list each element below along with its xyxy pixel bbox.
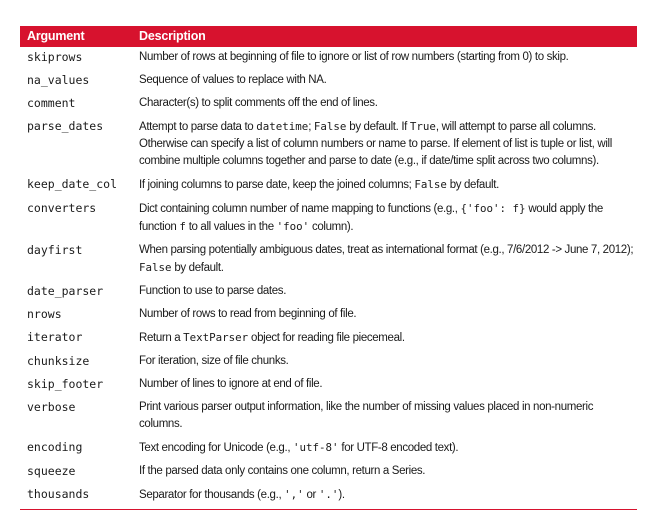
argument-cell: squeeze	[27, 464, 76, 478]
description-cell	[132, 374, 637, 397]
description-text: Sequence of values to replace with NA.	[139, 74, 327, 86]
description-text: to all values in the	[185, 221, 277, 233]
description-cell	[132, 47, 637, 70]
description-text: Number of rows at beginning of file to ignore or list of row numbers (starting from 0) to skip.	[139, 51, 569, 63]
table-row	[20, 93, 637, 116]
table-row	[20, 374, 637, 397]
description-text: ;	[308, 121, 314, 133]
description-cell	[132, 174, 637, 198]
description-text: Return a	[139, 332, 184, 344]
description-cell	[132, 397, 637, 437]
inline-code: False	[139, 261, 172, 274]
description-text: Attempt to parse data to	[139, 121, 257, 133]
inline-code: f	[179, 220, 186, 233]
description-text: Number of lines to ignore at end of file.	[139, 378, 323, 390]
description-cell	[132, 116, 637, 174]
table-row	[20, 351, 637, 374]
argument-cell: verbose	[27, 400, 76, 414]
description-text: Character(s) to split comments off the end of lines.	[139, 97, 378, 109]
argument-cell: skip_footer	[27, 377, 104, 391]
description-cell	[132, 198, 637, 240]
table-row	[20, 327, 637, 351]
inline-code: TextParser	[183, 331, 249, 344]
inline-code: {'foo': f}	[460, 202, 526, 215]
table-body	[20, 47, 637, 508]
argument-cell: comment	[27, 96, 76, 110]
inline-code: 'foo'	[276, 220, 310, 233]
table-row	[20, 281, 637, 304]
description-text: Function to use to parse dates.	[139, 285, 287, 297]
argument-cell: nrows	[27, 307, 62, 321]
header-row	[20, 26, 637, 47]
description-text: Separator for thousands (e.g.,	[139, 489, 285, 501]
argument-cell: parse_dates	[27, 119, 104, 133]
description-text: would apply the function	[139, 203, 603, 233]
argument-cell: skiprows	[27, 50, 83, 64]
description-text: column).	[309, 221, 354, 233]
argument-cell: chunksize	[27, 354, 90, 368]
description-text: Dict containing column number of name mapping to functions (e.g.,	[139, 203, 461, 215]
inline-code: 'utf-8'	[293, 441, 339, 454]
inline-code: False	[414, 178, 447, 191]
description-text: for UTF-8 encoded text).	[338, 442, 459, 454]
inline-code: True	[409, 120, 436, 133]
inline-code: '.'	[318, 488, 339, 501]
description-text: Text encoding for Unicode (e.g.,	[139, 442, 294, 454]
description-text: object for reading file piecemeal.	[248, 332, 405, 344]
argument-cell: thousands	[27, 487, 90, 501]
inline-code: False	[313, 120, 347, 133]
description-text: , will attempt to parse all columns. Otherwise can specify a list of column numbers or name to parse. If element of list is tuple or list, will combine multiple columns together and parse to date (e.g., if date/time split across two columns).	[139, 121, 612, 167]
description-text: by default.	[171, 262, 224, 274]
column-header-description: Description	[132, 26, 637, 47]
table-row	[20, 198, 637, 240]
table-row	[20, 70, 637, 93]
description-cell	[132, 281, 637, 304]
argument-cell: date_parser	[27, 284, 104, 298]
description-text: or	[303, 489, 319, 501]
description-cell	[132, 461, 637, 484]
inline-code: datetime	[256, 120, 309, 133]
description-text: by default.	[446, 179, 499, 191]
description-text: Print various parser output information, like the number of missing values placed in non-numeric columns.	[139, 401, 594, 430]
table-row	[20, 461, 637, 484]
arguments-table-container	[20, 26, 637, 510]
description-text: If the parsed data only contains one column, return a Series.	[139, 465, 426, 477]
table-row	[20, 484, 637, 508]
argument-cell: keep_date_col	[27, 177, 118, 191]
column-header-argument: Argument	[20, 26, 132, 47]
table-row	[20, 47, 637, 70]
argument-cell: iterator	[27, 330, 83, 344]
table-row	[20, 397, 637, 437]
table-header	[20, 26, 637, 47]
description-cell	[132, 351, 637, 374]
table-row	[20, 437, 637, 461]
description-text: ).	[338, 489, 345, 501]
description-cell	[132, 304, 637, 327]
description-cell	[132, 70, 637, 93]
description-cell	[132, 484, 637, 508]
description-text: by default. If	[346, 121, 410, 133]
description-text: Number of rows to read from beginning of file.	[139, 308, 357, 320]
description-cell	[132, 437, 637, 461]
inline-code: ','	[284, 488, 304, 501]
argument-cell: converters	[27, 201, 97, 215]
table-row	[20, 116, 637, 174]
table-row	[20, 304, 637, 327]
description-cell	[132, 240, 637, 281]
argument-cell: dayfirst	[27, 243, 83, 257]
argument-cell: na_values	[27, 73, 90, 87]
description-cell	[132, 327, 637, 351]
description-text: For iteration, size of file chunks.	[139, 355, 289, 367]
argument-cell: encoding	[27, 440, 83, 454]
description-text: If joining columns to parse date, keep the joined columns;	[139, 179, 415, 191]
description-text: When parsing potentially ambiguous dates, treat as international format (e.g., 7/6/2012 -> June 7, 2012);	[139, 244, 634, 256]
table-row	[20, 240, 637, 281]
description-cell	[132, 93, 637, 116]
table-row	[20, 174, 637, 198]
arguments-table	[20, 26, 637, 508]
